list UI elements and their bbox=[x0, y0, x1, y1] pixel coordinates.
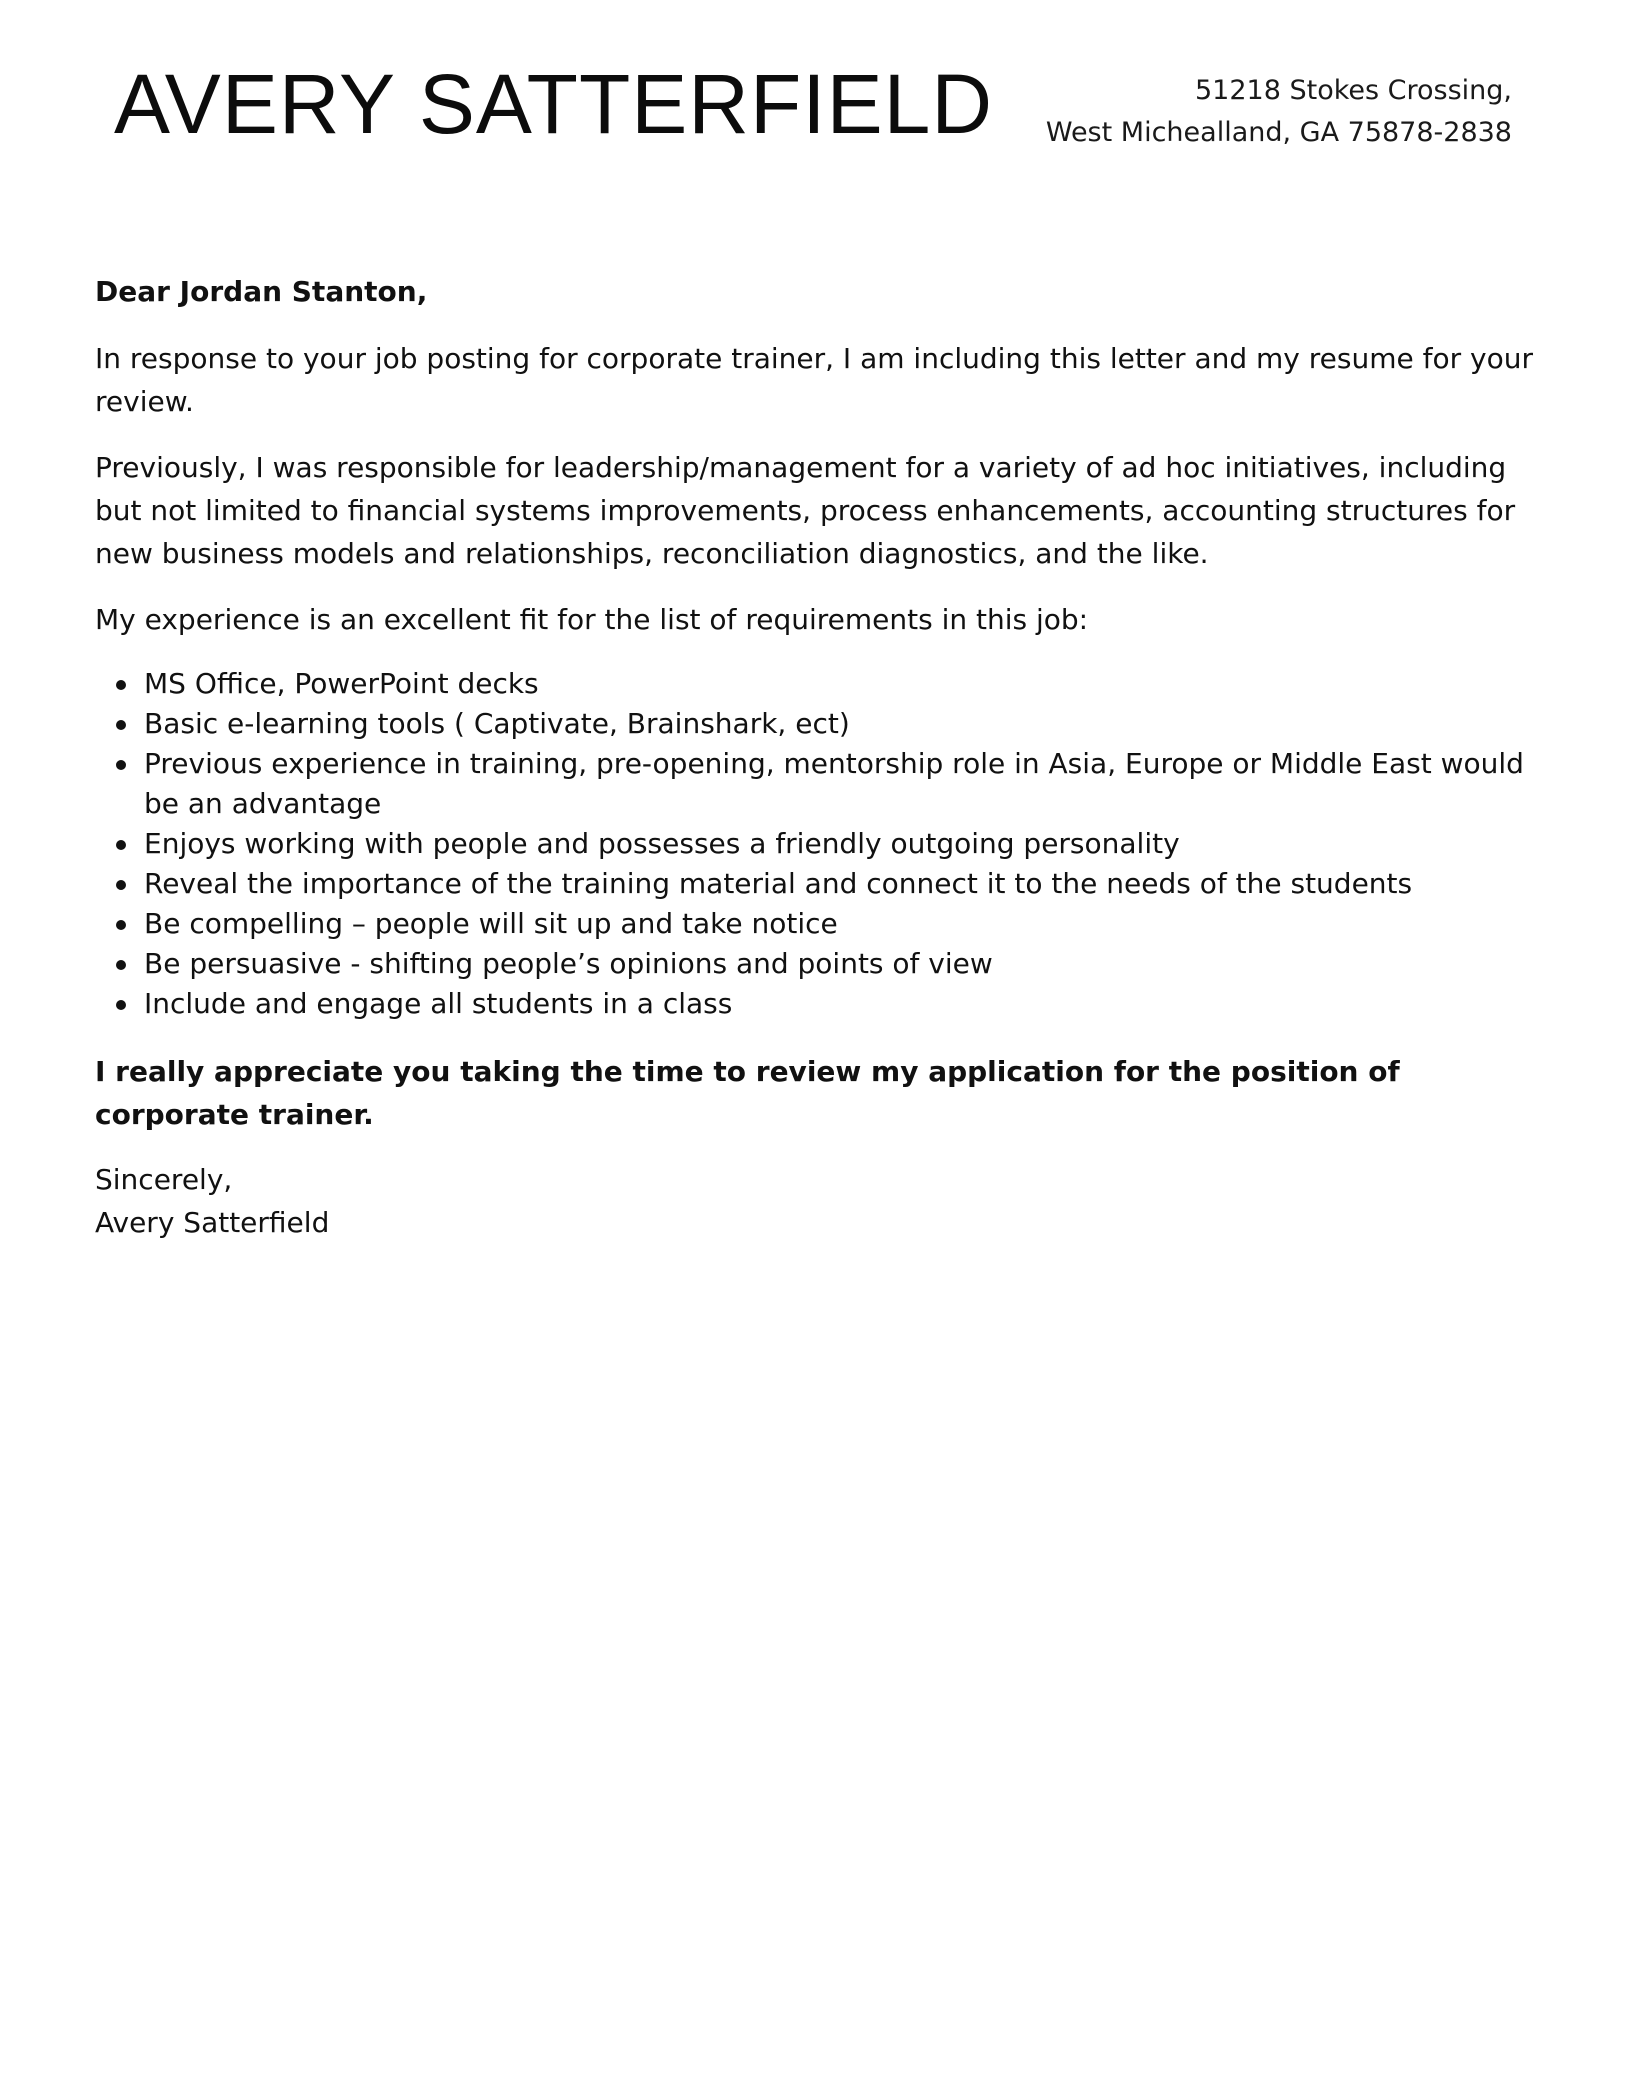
applicant-name-heading: AVERY SATTERFIELD bbox=[114, 57, 994, 151]
list-item bbox=[95, 904, 1545, 944]
requirement-text: Include and engage all students in a class bbox=[144, 987, 733, 1020]
list-item bbox=[95, 944, 1545, 984]
bullet-icon bbox=[116, 920, 126, 930]
greeting: Dear Jordan Stanton, bbox=[95, 275, 428, 308]
signoff-block bbox=[95, 1158, 1545, 1244]
list-item bbox=[95, 824, 1545, 864]
list-item bbox=[95, 704, 1545, 744]
list-item bbox=[95, 664, 1545, 704]
list-item bbox=[95, 864, 1545, 904]
intro-paragraph: In response to your job posting for corporate trainer, I am including this letter and my resume for your review. bbox=[95, 342, 1533, 418]
requirement-text: Reveal the importance of the training material and connect it to the needs of the students bbox=[144, 867, 1413, 900]
experience-paragraph: Previously, I was responsible for leadership/management for a variety of ad hoc initiatives, including but not limited to financial systems improvements, process enhancements, accounting structures for new business models and relationships, reconciliation diagnostics, and the like. bbox=[95, 451, 1516, 570]
requirement-text: Previous experience in training, pre-opening, mentorship role in Asia, Europe or Middle East would be an advantage bbox=[144, 747, 1524, 820]
letter-body bbox=[95, 270, 1545, 1244]
requirement-text: MS Office, PowerPoint decks bbox=[144, 667, 539, 700]
requirement-text: Enjoys working with people and possesses a friendly outgoing personality bbox=[144, 827, 1180, 860]
bullet-icon bbox=[116, 960, 126, 970]
signoff: Sincerely, bbox=[95, 1163, 233, 1196]
bullet-icon bbox=[116, 1000, 126, 1010]
signature-name: Avery Satterfield bbox=[95, 1206, 330, 1239]
bullet-icon bbox=[116, 680, 126, 690]
requirement-text: Basic e-learning tools ( Captivate, Brainshark, ect) bbox=[144, 707, 850, 740]
bullet-icon bbox=[116, 840, 126, 850]
bullet-icon bbox=[116, 720, 126, 730]
closing-statement: I really appreciate you taking the time to review my application for the position of corporate trainer. bbox=[95, 1055, 1400, 1131]
requirement-text: Be compelling – people will sit up and take notice bbox=[144, 907, 838, 940]
list-item bbox=[95, 744, 1545, 824]
list-item bbox=[95, 984, 1545, 1024]
bullet-icon bbox=[116, 880, 126, 890]
requirements-list bbox=[95, 664, 1545, 1024]
applicant-address bbox=[1046, 70, 1512, 154]
fit-paragraph: My experience is an excellent fit for the list of requirements in this job: bbox=[95, 603, 1089, 636]
address-line-1: 51218 Stokes Crossing, bbox=[1195, 75, 1512, 106]
requirement-text: Be persuasive - shifting people’s opinions and points of view bbox=[144, 947, 993, 980]
address-line-2: West Michealland, GA 75878-2838 bbox=[1045, 117, 1512, 148]
bullet-icon bbox=[116, 760, 126, 770]
